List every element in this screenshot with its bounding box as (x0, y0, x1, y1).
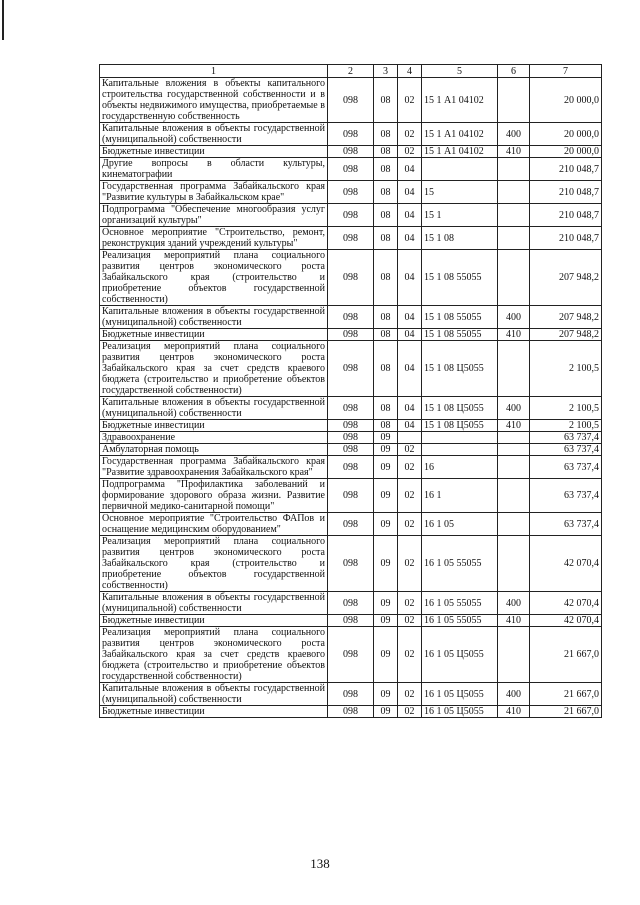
expense-type-cell: 410 (498, 329, 530, 341)
amount-cell: 21 667,0 (530, 627, 602, 683)
subsection-code-cell (398, 432, 422, 444)
subsection-code-cell: 02 (398, 513, 422, 536)
amount-cell: 207 948,2 (530, 329, 602, 341)
amount-cell: 210 048,7 (530, 181, 602, 204)
target-article-cell (422, 158, 498, 181)
section-code-cell: 09 (374, 592, 398, 615)
expense-type-cell (498, 250, 530, 306)
amount-cell: 20 000,0 (530, 146, 602, 158)
section-code-cell: 09 (374, 456, 398, 479)
expense-type-cell (498, 204, 530, 227)
row-name-cell: Государственная программа Забайкальского края "Развитие здравоохранения Забайкальского края" (100, 456, 328, 479)
ministry-code-cell: 098 (328, 627, 374, 683)
row-name-cell: Капитальные вложения в объекты государственной (муниципальной) собственности (100, 683, 328, 706)
section-code-cell: 09 (374, 513, 398, 536)
row-name-cell: Бюджетные инвестиции (100, 329, 328, 341)
table-row (100, 536, 602, 592)
ministry-code-cell: 098 (328, 683, 374, 706)
amount-cell: 207 948,2 (530, 306, 602, 329)
target-article-cell: 16 1 05 Ц5055 (422, 706, 498, 718)
expense-type-cell (498, 341, 530, 397)
table-row (100, 181, 602, 204)
table-row (100, 146, 602, 158)
ministry-code-cell: 098 (328, 78, 374, 123)
target-article-cell: 15 1 08 (422, 227, 498, 250)
section-code-cell: 08 (374, 204, 398, 227)
subsection-code-cell: 02 (398, 683, 422, 706)
subsection-code-cell: 04 (398, 250, 422, 306)
table-row (100, 444, 602, 456)
amount-cell: 2 100,5 (530, 397, 602, 420)
row-name-cell: Другие вопросы в области культуры, кинематографии (100, 158, 328, 181)
target-article-cell: 15 1 А1 04102 (422, 146, 498, 158)
target-article-cell: 15 1 08 55055 (422, 329, 498, 341)
subsection-code-cell: 04 (398, 329, 422, 341)
target-article-cell: 16 1 05 (422, 513, 498, 536)
subsection-code-cell: 02 (398, 456, 422, 479)
table-row (100, 158, 602, 181)
expense-type-cell: 400 (498, 683, 530, 706)
table-row (100, 306, 602, 329)
row-name-cell: Бюджетные инвестиции (100, 706, 328, 718)
target-article-cell: 15 1 (422, 204, 498, 227)
target-article-cell: 15 1 А1 04102 (422, 78, 498, 123)
amount-cell: 20 000,0 (530, 78, 602, 123)
amount-cell: 210 048,7 (530, 227, 602, 250)
table-header-row (100, 65, 602, 78)
table-row (100, 683, 602, 706)
col-header-6: 6 (498, 65, 530, 78)
expense-type-cell: 400 (498, 592, 530, 615)
col-header-3: 3 (374, 65, 398, 78)
table-row (100, 513, 602, 536)
table-row (100, 204, 602, 227)
ministry-code-cell: 098 (328, 181, 374, 204)
subsection-code-cell: 02 (398, 479, 422, 513)
expense-type-cell: 400 (498, 306, 530, 329)
expense-type-cell (498, 158, 530, 181)
col-header-5: 5 (422, 65, 498, 78)
ministry-code-cell: 098 (328, 592, 374, 615)
table-row (100, 479, 602, 513)
table-row (100, 592, 602, 615)
budget-table (99, 64, 602, 718)
section-code-cell: 08 (374, 420, 398, 432)
ministry-code-cell: 098 (328, 146, 374, 158)
expense-type-cell (498, 479, 530, 513)
subsection-code-cell: 04 (398, 158, 422, 181)
row-name-cell: Здравоохранение (100, 432, 328, 444)
section-code-cell: 09 (374, 627, 398, 683)
table-body (100, 78, 602, 718)
ministry-code-cell: 098 (328, 432, 374, 444)
expense-type-cell (498, 181, 530, 204)
amount-cell: 63 737,4 (530, 444, 602, 456)
subsection-code-cell: 02 (398, 78, 422, 123)
expense-type-cell (498, 432, 530, 444)
section-code-cell: 08 (374, 397, 398, 420)
table-row (100, 432, 602, 444)
row-name-cell: Амбулаторная помощь (100, 444, 328, 456)
ministry-code-cell: 098 (328, 420, 374, 432)
subsection-code-cell: 02 (398, 592, 422, 615)
ministry-code-cell: 098 (328, 204, 374, 227)
subsection-code-cell: 04 (398, 181, 422, 204)
subsection-code-cell: 04 (398, 227, 422, 250)
section-code-cell: 08 (374, 227, 398, 250)
subsection-code-cell: 04 (398, 306, 422, 329)
table-row (100, 627, 602, 683)
section-code-cell: 08 (374, 306, 398, 329)
target-article-cell: 15 1 08 55055 (422, 306, 498, 329)
section-code-cell: 09 (374, 536, 398, 592)
target-article-cell: 15 1 08 Ц5055 (422, 420, 498, 432)
table-row (100, 250, 602, 306)
amount-cell: 42 070,4 (530, 536, 602, 592)
target-article-cell (422, 432, 498, 444)
amount-cell: 21 667,0 (530, 706, 602, 718)
section-code-cell: 08 (374, 250, 398, 306)
ministry-code-cell: 098 (328, 250, 374, 306)
target-article-cell: 16 1 05 Ц5055 (422, 627, 498, 683)
target-article-cell: 15 (422, 181, 498, 204)
row-name-cell: Основное мероприятие "Строительство ФАПов и оснащение медицинским оборудованием" (100, 513, 328, 536)
target-article-cell: 15 1 А1 04102 (422, 123, 498, 146)
amount-cell: 2 100,5 (530, 420, 602, 432)
section-code-cell: 08 (374, 181, 398, 204)
ministry-code-cell: 098 (328, 341, 374, 397)
row-name-cell: Капитальные вложения в объекты государственной (муниципальной) собственности (100, 592, 328, 615)
section-code-cell: 08 (374, 146, 398, 158)
subsection-code-cell: 04 (398, 204, 422, 227)
section-code-cell: 09 (374, 432, 398, 444)
section-code-cell: 09 (374, 706, 398, 718)
target-article-cell: 16 1 05 55055 (422, 615, 498, 627)
ministry-code-cell: 098 (328, 227, 374, 250)
scan-edge-mark (2, 0, 4, 40)
table-row (100, 78, 602, 123)
subsection-code-cell: 02 (398, 706, 422, 718)
target-article-cell: 16 1 (422, 479, 498, 513)
row-name-cell: Бюджетные инвестиции (100, 420, 328, 432)
ministry-code-cell: 098 (328, 513, 374, 536)
ministry-code-cell: 098 (328, 123, 374, 146)
expense-type-cell: 410 (498, 146, 530, 158)
row-name-cell: Капитальные вложения в объекты государственной (муниципальной) собственности (100, 306, 328, 329)
col-header-2: 2 (328, 65, 374, 78)
expense-type-cell (498, 513, 530, 536)
amount-cell: 42 070,4 (530, 592, 602, 615)
table-row (100, 341, 602, 397)
ministry-code-cell: 098 (328, 536, 374, 592)
expense-type-cell (498, 444, 530, 456)
target-article-cell: 16 1 05 55055 (422, 536, 498, 592)
amount-cell: 210 048,7 (530, 158, 602, 181)
row-name-cell: Реализация мероприятий плана социального развития центров экономического роста Забайкальского края (строительство и приобретение объектов государственной собственности) (100, 536, 328, 592)
page-number: 138 (310, 856, 330, 871)
section-code-cell: 09 (374, 444, 398, 456)
ministry-code-cell: 098 (328, 444, 374, 456)
amount-cell: 21 667,0 (530, 683, 602, 706)
amount-cell: 63 737,4 (530, 479, 602, 513)
amount-cell: 2 100,5 (530, 341, 602, 397)
section-code-cell: 08 (374, 158, 398, 181)
section-code-cell: 09 (374, 615, 398, 627)
row-name-cell: Капитальные вложения в объекты государственной (муниципальной) собственности (100, 123, 328, 146)
expense-type-cell (498, 227, 530, 250)
target-article-cell: 15 1 08 Ц5055 (422, 341, 498, 397)
table-row (100, 456, 602, 479)
subsection-code-cell: 02 (398, 536, 422, 592)
amount-cell: 63 737,4 (530, 513, 602, 536)
table-row (100, 123, 602, 146)
expense-type-cell (498, 456, 530, 479)
subsection-code-cell: 02 (398, 123, 422, 146)
ministry-code-cell: 098 (328, 456, 374, 479)
row-name-cell: Капитальные вложения в объекты капитального строительства государственной собственности и в объекты недвижимого имущества, приобретаемые в государственную собственность (100, 78, 328, 123)
row-name-cell: Подпрограмма "Обеспечение многообразия услуг организаций культуры" (100, 204, 328, 227)
ministry-code-cell: 098 (328, 397, 374, 420)
table-row (100, 329, 602, 341)
amount-cell: 210 048,7 (530, 204, 602, 227)
amount-cell: 42 070,4 (530, 615, 602, 627)
table-row (100, 397, 602, 420)
subsection-code-cell: 02 (398, 146, 422, 158)
subsection-code-cell: 02 (398, 627, 422, 683)
subsection-code-cell: 02 (398, 444, 422, 456)
ministry-code-cell: 098 (328, 306, 374, 329)
expense-type-cell: 400 (498, 123, 530, 146)
expense-type-cell: 410 (498, 615, 530, 627)
section-code-cell: 08 (374, 78, 398, 123)
expense-type-cell (498, 78, 530, 123)
ministry-code-cell: 098 (328, 158, 374, 181)
expense-type-cell (498, 627, 530, 683)
section-code-cell: 08 (374, 341, 398, 397)
table-row (100, 706, 602, 718)
amount-cell: 207 948,2 (530, 250, 602, 306)
ministry-code-cell: 098 (328, 329, 374, 341)
table-row (100, 615, 602, 627)
target-article-cell: 16 (422, 456, 498, 479)
section-code-cell: 09 (374, 683, 398, 706)
expense-type-cell: 410 (498, 420, 530, 432)
target-article-cell: 16 1 05 55055 (422, 592, 498, 615)
row-name-cell: Бюджетные инвестиции (100, 146, 328, 158)
target-article-cell (422, 444, 498, 456)
amount-cell: 63 737,4 (530, 432, 602, 444)
subsection-code-cell: 04 (398, 420, 422, 432)
row-name-cell: Реализация мероприятий плана социального развития центров экономического роста Забайкальского края за счет средств краевого бюджета (строительство и приобретение объектов государственной собственности) (100, 627, 328, 683)
row-name-cell: Основное мероприятие "Строительство, ремонт, реконструкция зданий учреждений культуры" (100, 227, 328, 250)
row-name-cell: Реализация мероприятий плана социального развития центров экономического роста Забайкальского края (строительство и приобретение объектов государственной собственности) (100, 250, 328, 306)
row-name-cell: Подпрограмма "Профилактика заболеваний и формирование здорового образа жизни. Развитие первичной медико-санитарной помощи" (100, 479, 328, 513)
row-name-cell: Капитальные вложения в объекты государственной (муниципальной) собственности (100, 397, 328, 420)
table-row (100, 420, 602, 432)
row-name-cell: Бюджетные инвестиции (100, 615, 328, 627)
target-article-cell: 15 1 08 Ц5055 (422, 397, 498, 420)
row-name-cell: Реализация мероприятий плана социального развития центров экономического роста Забайкальского края за счет средств краевого бюджета (строительство и приобретение объектов государственной собственности) (100, 341, 328, 397)
amount-cell: 63 737,4 (530, 456, 602, 479)
col-header-7: 7 (530, 65, 602, 78)
subsection-code-cell: 04 (398, 341, 422, 397)
section-code-cell: 08 (374, 329, 398, 341)
table-row (100, 227, 602, 250)
target-article-cell: 16 1 05 Ц5055 (422, 683, 498, 706)
col-header-1: 1 (100, 65, 328, 78)
target-article-cell: 15 1 08 55055 (422, 250, 498, 306)
ministry-code-cell: 098 (328, 615, 374, 627)
expense-type-cell: 400 (498, 397, 530, 420)
ministry-code-cell: 098 (328, 479, 374, 513)
section-code-cell: 09 (374, 479, 398, 513)
subsection-code-cell: 04 (398, 397, 422, 420)
section-code-cell: 08 (374, 123, 398, 146)
expense-type-cell (498, 536, 530, 592)
subsection-code-cell: 02 (398, 615, 422, 627)
amount-cell: 20 000,0 (530, 123, 602, 146)
expense-type-cell: 410 (498, 706, 530, 718)
row-name-cell: Государственная программа Забайкальского края "Развитие культуры в Забайкальском крае" (100, 181, 328, 204)
ministry-code-cell: 098 (328, 706, 374, 718)
col-header-4: 4 (398, 65, 422, 78)
